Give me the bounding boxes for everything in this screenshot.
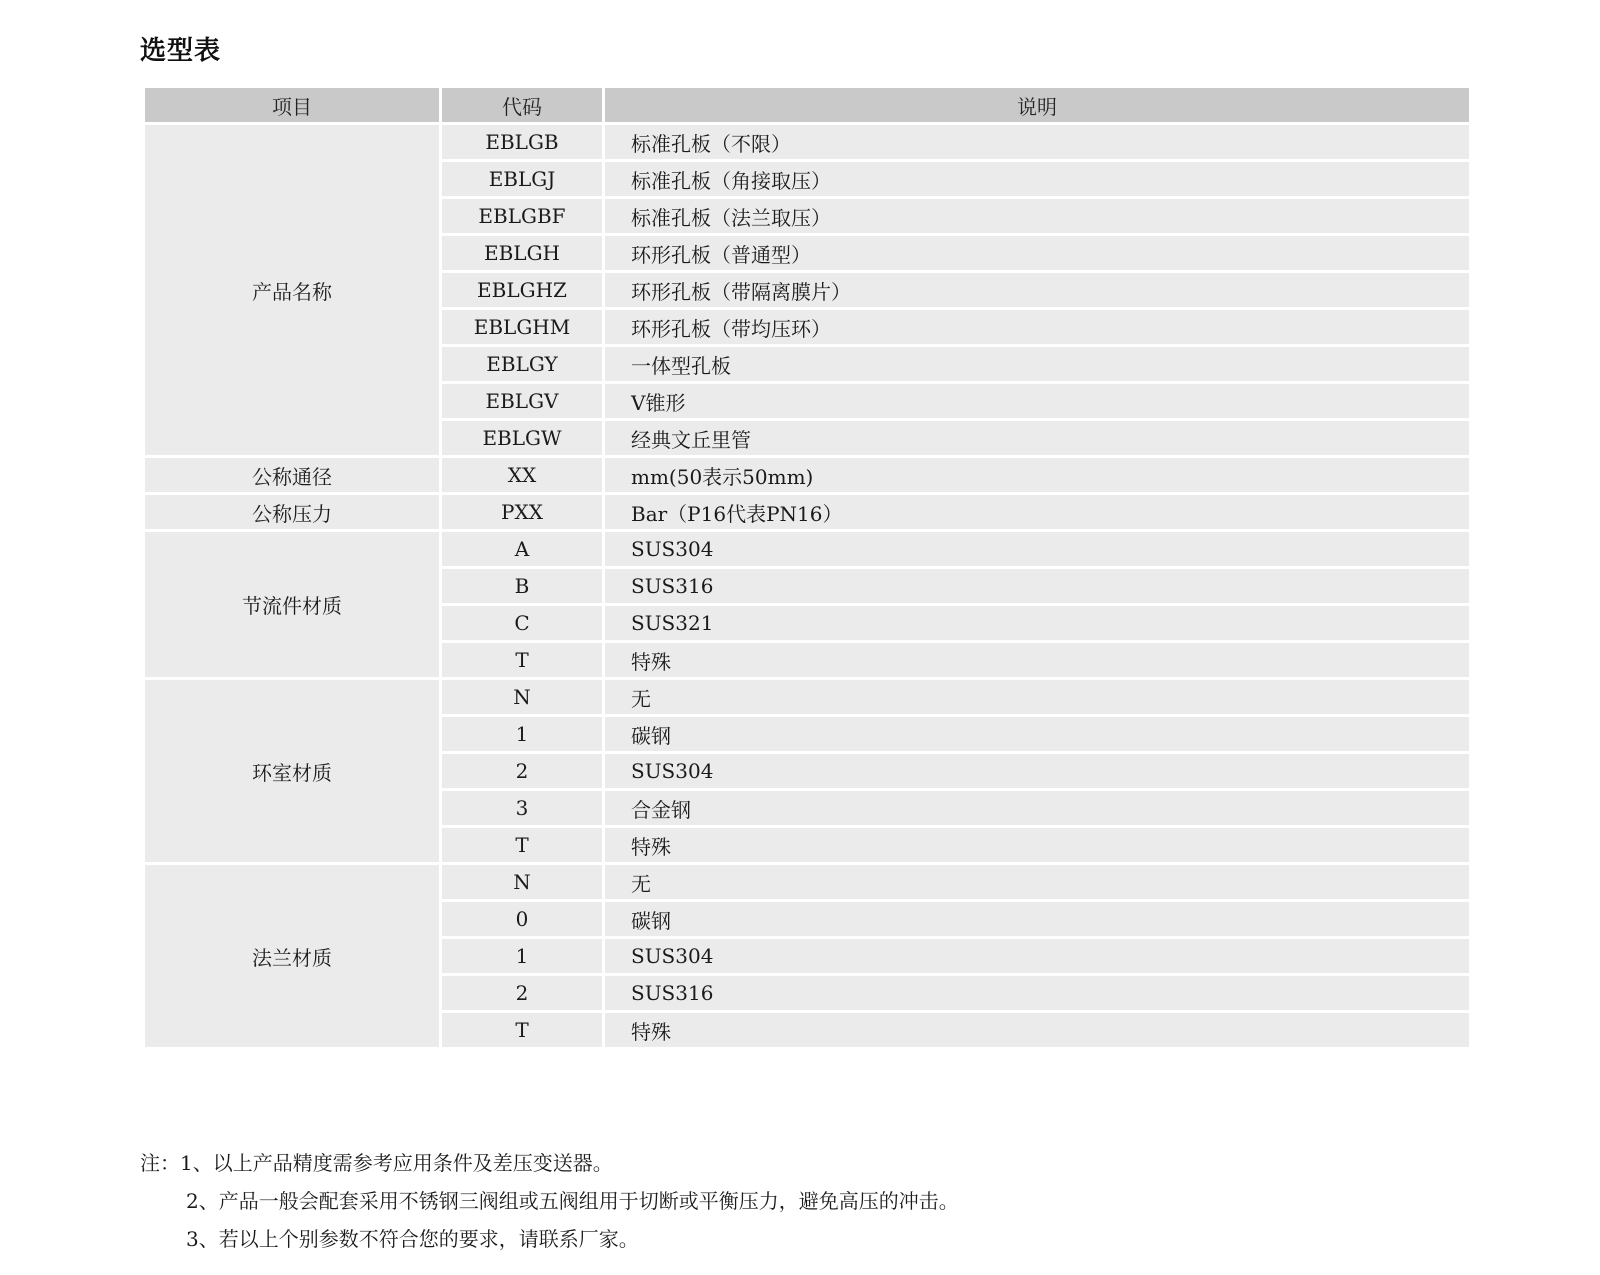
description-cell: 无 bbox=[605, 865, 1469, 899]
table-row bbox=[145, 680, 1469, 714]
description-cell: 合金钢 bbox=[605, 791, 1469, 825]
code-cell: EBLGY bbox=[442, 347, 602, 381]
item-cell: 公称通径 bbox=[145, 458, 439, 492]
header-item: 项目 bbox=[145, 88, 439, 122]
code-cell: EBLGHZ bbox=[442, 273, 602, 307]
code-cell: N bbox=[442, 680, 602, 714]
note-line-1: 注：1、以上产品精度需参考应用条件及差压变送器。 bbox=[140, 1151, 613, 1175]
code-cell: T bbox=[442, 828, 602, 862]
description-cell: SUS304 bbox=[605, 754, 1469, 788]
table-row bbox=[145, 532, 1469, 566]
description-cell: 标准孔板（法兰取压） bbox=[605, 199, 1469, 233]
description-cell: 特殊 bbox=[605, 643, 1469, 677]
description-cell: 特殊 bbox=[605, 1013, 1469, 1047]
table-row bbox=[145, 458, 1469, 492]
code-cell: EBLGH bbox=[442, 236, 602, 270]
code-cell: T bbox=[442, 643, 602, 677]
table-row bbox=[145, 125, 1469, 159]
code-cell: 1 bbox=[442, 717, 602, 751]
description-cell: SUS321 bbox=[605, 606, 1469, 640]
description-cell: mm(50表示50mm) bbox=[605, 458, 1469, 492]
code-cell: 1 bbox=[442, 939, 602, 973]
code-cell: EBLGBF bbox=[442, 199, 602, 233]
description-cell: 标准孔板（不限） bbox=[605, 125, 1469, 159]
code-cell: EBLGJ bbox=[442, 162, 602, 196]
table-row bbox=[145, 865, 1469, 899]
description-cell: SUS304 bbox=[605, 532, 1469, 566]
note-line-3: 3、若以上个别参数不符合您的要求，请联系厂家。 bbox=[186, 1227, 639, 1251]
code-cell: N bbox=[442, 865, 602, 899]
code-cell: B bbox=[442, 569, 602, 603]
code-cell: EBLGB bbox=[442, 125, 602, 159]
header-description: 说明 bbox=[605, 88, 1469, 122]
code-cell: 0 bbox=[442, 902, 602, 936]
description-cell: 标准孔板（角接取压） bbox=[605, 162, 1469, 196]
table-body bbox=[145, 125, 1469, 1047]
code-cell: 2 bbox=[442, 976, 602, 1010]
code-cell: EBLGW bbox=[442, 421, 602, 455]
description-cell: 一体型孔板 bbox=[605, 347, 1469, 381]
page-title: 选型表 bbox=[140, 36, 222, 66]
code-cell: 2 bbox=[442, 754, 602, 788]
item-cell: 公称压力 bbox=[145, 495, 439, 529]
description-cell: 环形孔板（带均压环） bbox=[605, 310, 1469, 344]
description-cell: 经典文丘里管 bbox=[605, 421, 1469, 455]
table-row bbox=[145, 495, 1469, 529]
description-cell: SUS316 bbox=[605, 976, 1469, 1010]
code-cell: 3 bbox=[442, 791, 602, 825]
item-cell: 法兰材质 bbox=[145, 865, 439, 1047]
notes bbox=[140, 1144, 959, 1258]
table-header-row bbox=[145, 88, 1469, 122]
note-line-2: 2、产品一般会配套采用不锈钢三阀组或五阀组用于切断或平衡压力，避免高压的冲击。 bbox=[186, 1189, 959, 1213]
description-cell: Bar（P16代表PN16） bbox=[605, 495, 1469, 529]
code-cell: EBLGV bbox=[442, 384, 602, 418]
description-cell: 碳钢 bbox=[605, 717, 1469, 751]
selection-table bbox=[142, 85, 1472, 1050]
description-cell: 无 bbox=[605, 680, 1469, 714]
code-cell: A bbox=[442, 532, 602, 566]
item-cell: 产品名称 bbox=[145, 125, 439, 455]
code-cell: XX bbox=[442, 458, 602, 492]
code-cell: PXX bbox=[442, 495, 602, 529]
description-cell: 环形孔板（带隔离膜片） bbox=[605, 273, 1469, 307]
description-cell: V锥形 bbox=[605, 384, 1469, 418]
description-cell: 环形孔板（普通型） bbox=[605, 236, 1469, 270]
description-cell: 碳钢 bbox=[605, 902, 1469, 936]
description-cell: SUS316 bbox=[605, 569, 1469, 603]
code-cell: T bbox=[442, 1013, 602, 1047]
item-cell: 环室材质 bbox=[145, 680, 439, 862]
description-cell: 特殊 bbox=[605, 828, 1469, 862]
item-cell: 节流件材质 bbox=[145, 532, 439, 677]
description-cell: SUS304 bbox=[605, 939, 1469, 973]
header-code: 代码 bbox=[442, 88, 602, 122]
code-cell: C bbox=[442, 606, 602, 640]
code-cell: EBLGHM bbox=[442, 310, 602, 344]
